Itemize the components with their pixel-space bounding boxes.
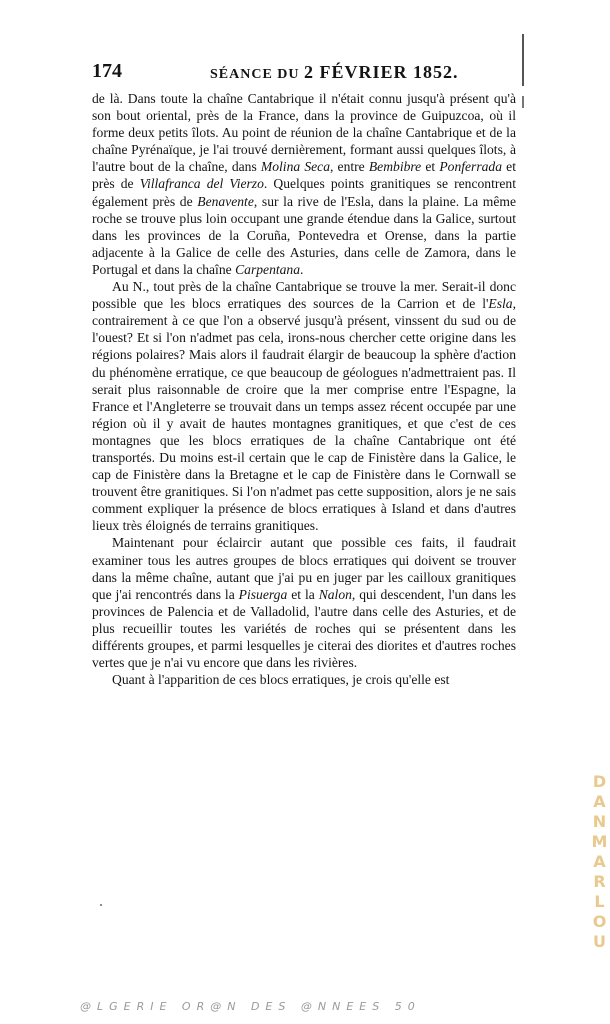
italic-text: Molina Seca — [260, 159, 330, 175]
running-head-prefix: SÉANCE DU — [210, 67, 300, 82]
text-run: , entre — [330, 159, 369, 175]
italic-text: Benavente — [197, 193, 254, 209]
running-head — [210, 62, 459, 83]
page-header — [92, 60, 512, 84]
print-speck — [100, 904, 102, 906]
italic-text: Esla — [488, 296, 513, 312]
body-text — [92, 90, 516, 688]
text-run: et près de — [92, 159, 516, 192]
text-run: Maintenant pour éclaircir autant que possible ces faits, il faudrait examiner tous les autres groupes de blocs erratiques qui doivent se trouver dans la même chaîne, autant que j'ai pu en juger par les cailloux granitiques que j'ai rencontrés dans la — [92, 535, 516, 602]
page-edge-tick — [522, 96, 526, 108]
text-run: . Quelques points granitiques se rencontrent également près de — [92, 176, 516, 209]
italic-text: Bembibre — [368, 159, 422, 175]
page-edge-mark — [522, 34, 526, 86]
text-run: et la — [287, 586, 319, 602]
watermark-bottom: @LGERIE OR@N DES @NNEES 50 — [80, 1000, 421, 1013]
paragraph — [92, 671, 516, 688]
text-run: Au N., tout près de la chaîne Cantabrique se trouve la mer. Serait-il donc possible que les blocs erratiques des sources de la Carrion et de l' — [92, 279, 516, 312]
paragraph — [92, 90, 516, 278]
running-head-date: 2 FÉVRIER 1852. — [304, 62, 459, 82]
paragraph — [92, 534, 516, 671]
text-run: , qui descendent, l'un dans les provinces de Palencia et de Valladolid, l'autre dans celle des Asturies, et de plus recueillir toutes les variétés de roches qui se présentent dans les différents groupes, et parmi lesquelles je citerai des diorites et d'autres roches vertes que je n'ai vu encore que dans les rivières. — [92, 586, 516, 671]
text-run: , contrairement à ce que l'on a observé jusqu'à présent, vinssent du sud ou de l'ouest? Et si l'on n'admet pas cela, irons-nous chercher cette origine dans les régions polaires? Mais alors il faudrait élargir de beaucoup la sphère d'action du phénomène erratique, ce que beaucoup de géologues n'admettraient pas. Il serait plus raisonnable de croire que la mer comprise entre l'Espagne, la France et l'Angleterre se trouvait dans un temps assez récent occupée par une région où il y avait de hautes montagnes granitiques, et que c'est de ces montagnes que les blocs erratiques de la chaîne Cantabrique ont été transportés. Du moins est-il certain que le cap de Finistère dans la Galice, le cap de Finistère dans la Bretagne et le cap de Finistère dans le Cornwall se trouvent être granitiques. Si l'on n'admet pas cette supposition, alors je ne sais comment expliquer la présence de blocs erratiques à Island et dans d'autres lieux très éloignés de terrains granitiques. — [92, 296, 516, 534]
watermark-vertical: DANMARLOU — [590, 772, 609, 952]
text-run: et — [421, 159, 440, 175]
italic-text: Ponferrada — [439, 159, 503, 175]
italic-text: Villafranca del Vierzo — [139, 176, 264, 192]
italic-text: Carpentana — [235, 261, 301, 277]
text-run: Quant à l'apparition de ces blocs erratiques, je crois qu'elle est — [112, 672, 450, 688]
italic-text: Nalon — [318, 586, 352, 602]
text-run: de là. Dans toute la chaîne Cantabrique il n'était connu jusqu'à présent qu'à son bout oriental, près de la France, dans la province de Guipuzcoa, où il forme deux petits îlots. Au point de réunion de la chaîne Cantabrique et de la chaîne Pyrénaïque, je l'ai trouvé dernièrement, formant aussi quelques îlots, à l'autre bout de la chaîne, dans — [92, 91, 516, 175]
text-run: . — [300, 261, 304, 277]
text-run: , sur la rive de l'Esla, dans la plaine. La même roche se trouve plus loin occupant une grande étendue dans la Galice, surtout dans les provinces de la Coruña, Pontevedra et Orense, dans la partie adjacente à la Galice de celle des Asturies, dans celle de Zamora, dans le Portugal et dans la chaîne — [92, 193, 516, 277]
page-number: 174 — [92, 60, 122, 82]
italic-text: Pisuerga — [238, 586, 288, 602]
paragraph — [92, 278, 516, 534]
